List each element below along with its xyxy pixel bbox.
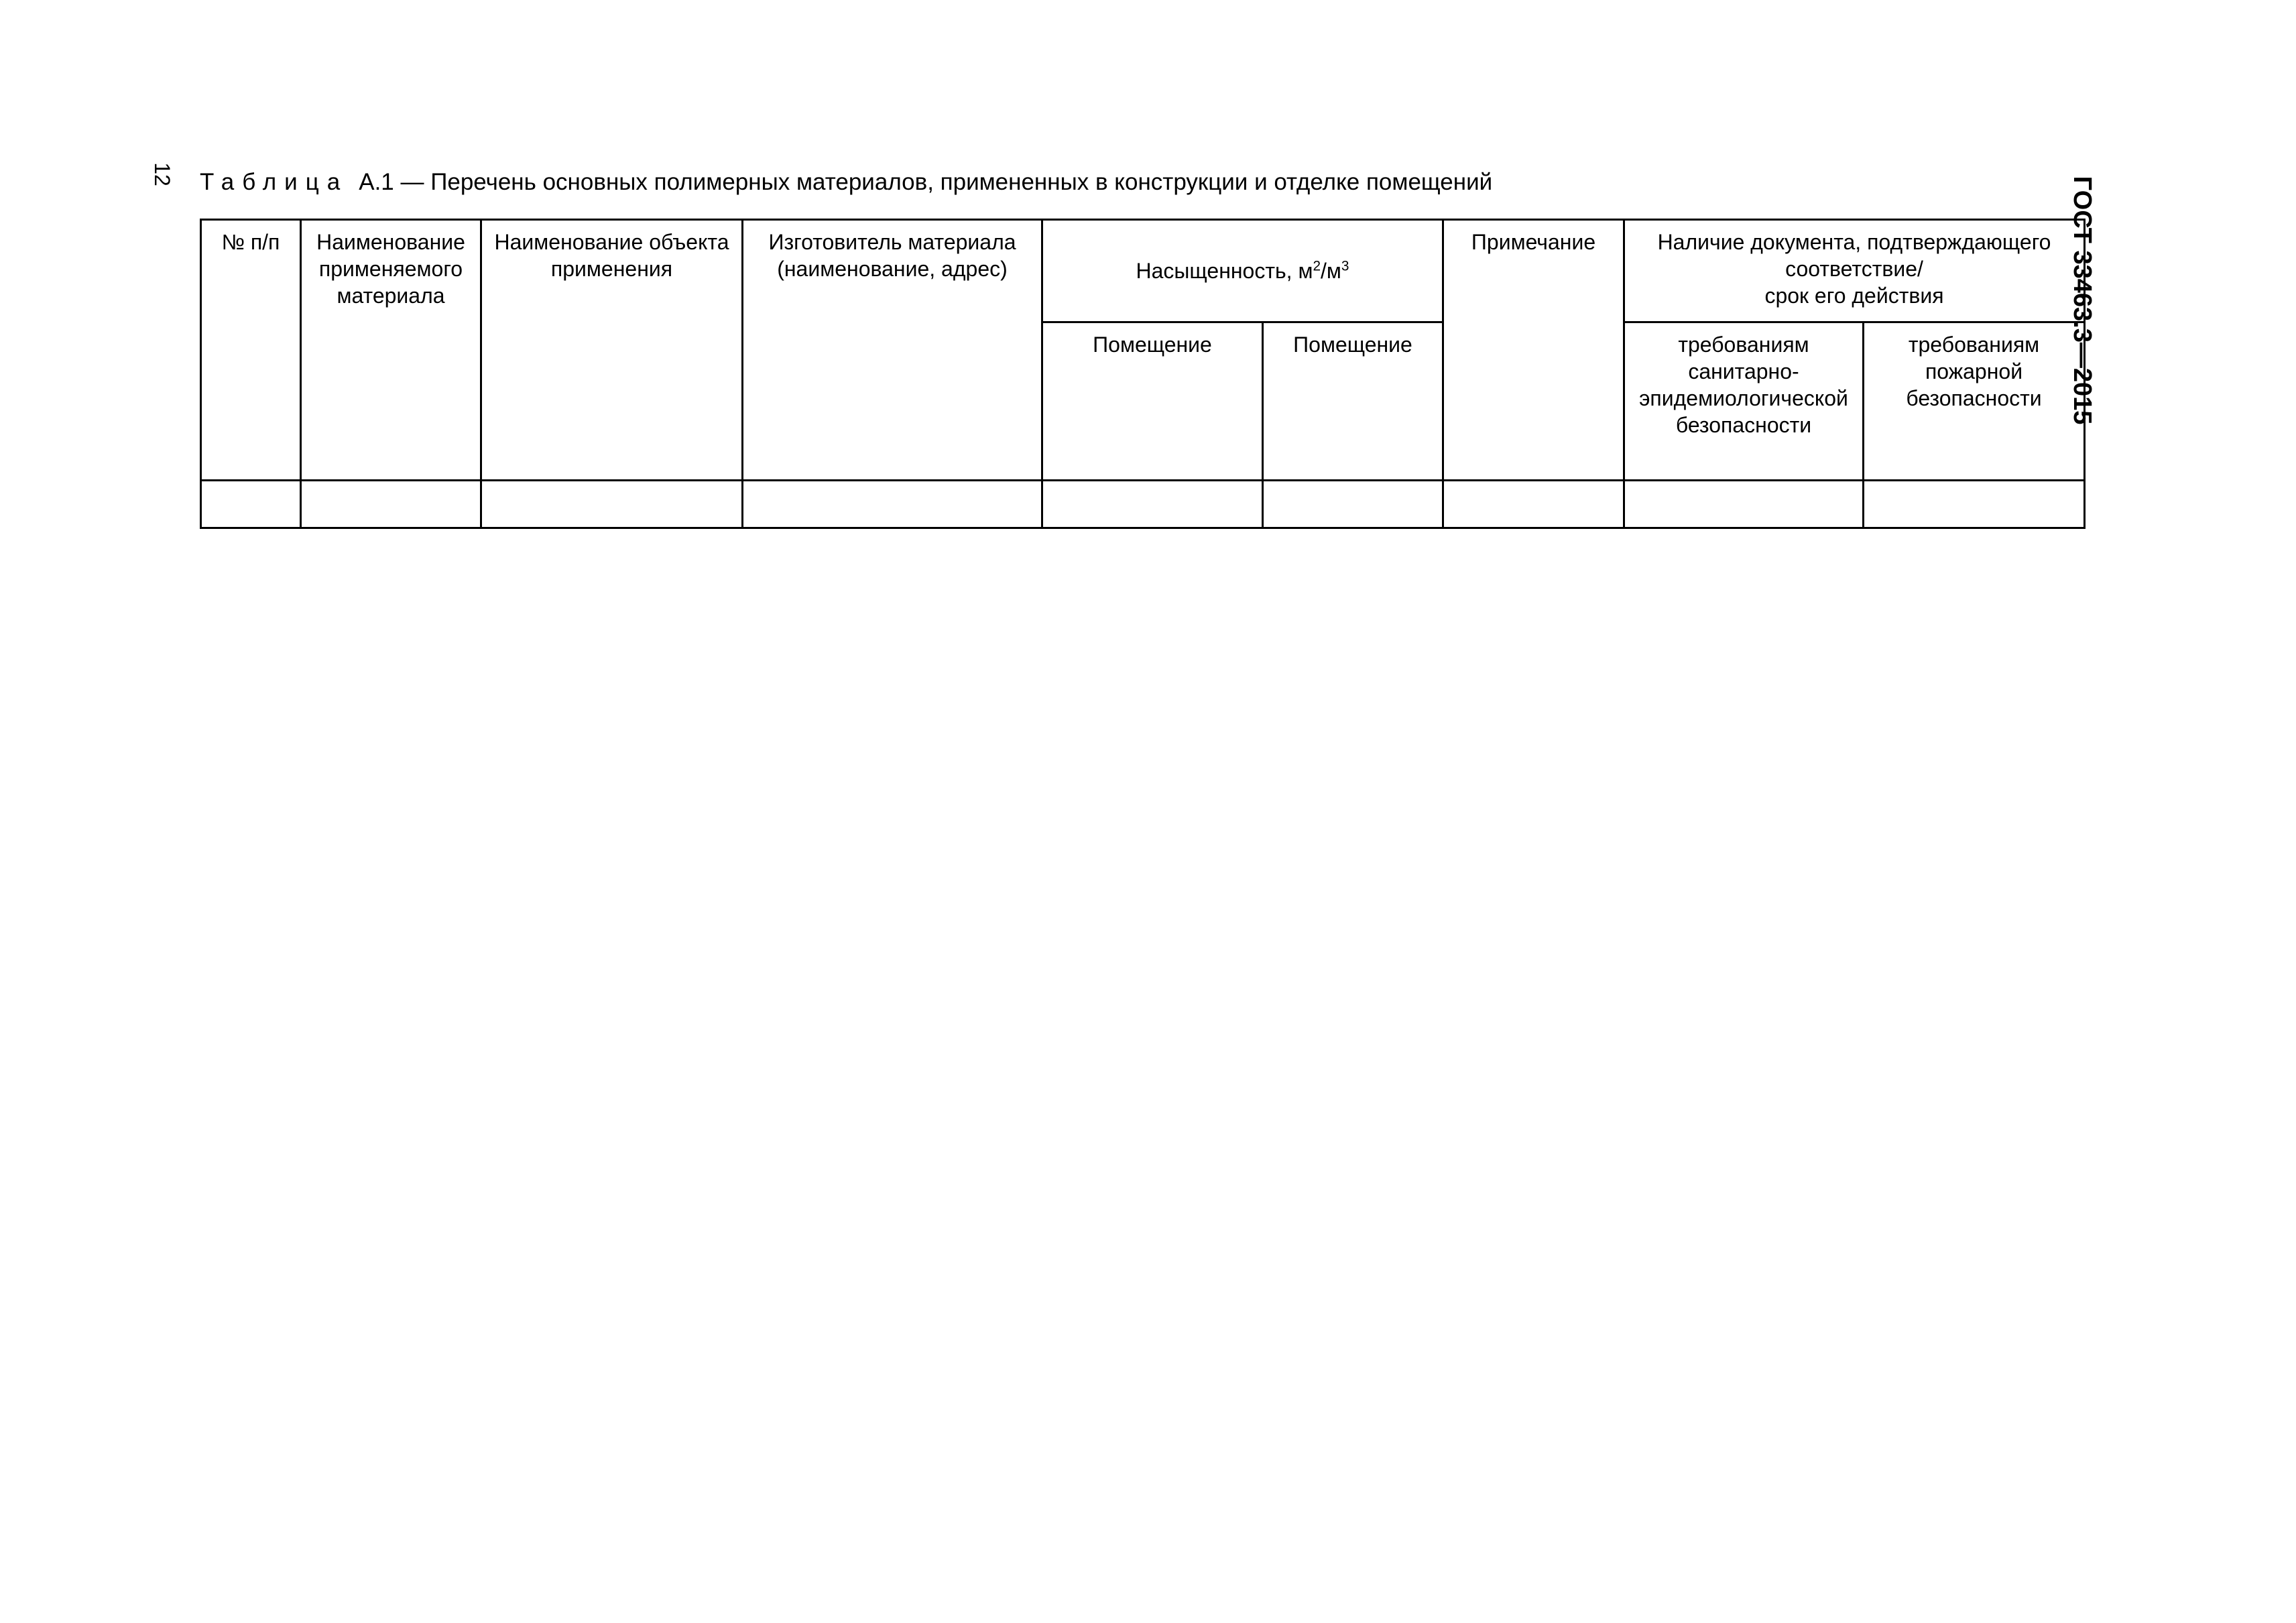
saturation-mid: /м — [1321, 259, 1341, 283]
table-row — [201, 481, 2085, 528]
header-saturation — [1042, 220, 1443, 322]
table-cell — [1263, 481, 1443, 528]
table-caption-text: А.1 — Перечень основных полимерных материалов, примененных в конструкции и отделке помещений — [359, 169, 1493, 195]
table-cell — [201, 481, 301, 528]
header-material-name: Наименование применяемого материала — [301, 220, 481, 481]
table-cell — [1864, 481, 2085, 528]
standard-code: ГОСТ 33463.3—2015 — [2068, 176, 2096, 425]
page-number: 12 — [150, 162, 174, 186]
saturation-sup-1: 2 — [1313, 258, 1321, 274]
table-caption — [200, 168, 1943, 197]
header-manufacturer: Изготовитель материала (наименование, адрес) — [743, 220, 1042, 481]
header-note: Примечание — [1443, 220, 1624, 481]
header-room-1: Помещение — [1042, 322, 1263, 481]
table-cell — [481, 481, 743, 528]
materials-table — [200, 219, 2086, 529]
header-fire: требованиям пожарной безопасности — [1864, 322, 2085, 481]
table-cell — [301, 481, 481, 528]
header-room-2: Помещение — [1263, 322, 1443, 481]
header-document: Наличие документа, подтверждающего соответствие/ срок его действия — [1624, 220, 2085, 322]
saturation-text: Насыщенность, м — [1136, 259, 1313, 283]
table-cell — [1443, 481, 1624, 528]
table-cell — [1624, 481, 1864, 528]
header-object-name: Наименование объекта применения — [481, 220, 743, 481]
header-number: № п/п — [201, 220, 301, 481]
header-sanitary: требованиям санитарно- эпидемиологической безопасности — [1624, 322, 1864, 481]
table-caption-prefix: Таблица — [200, 169, 349, 195]
saturation-sup-2: 3 — [1341, 258, 1349, 274]
table-cell — [1042, 481, 1263, 528]
table-cell — [743, 481, 1042, 528]
